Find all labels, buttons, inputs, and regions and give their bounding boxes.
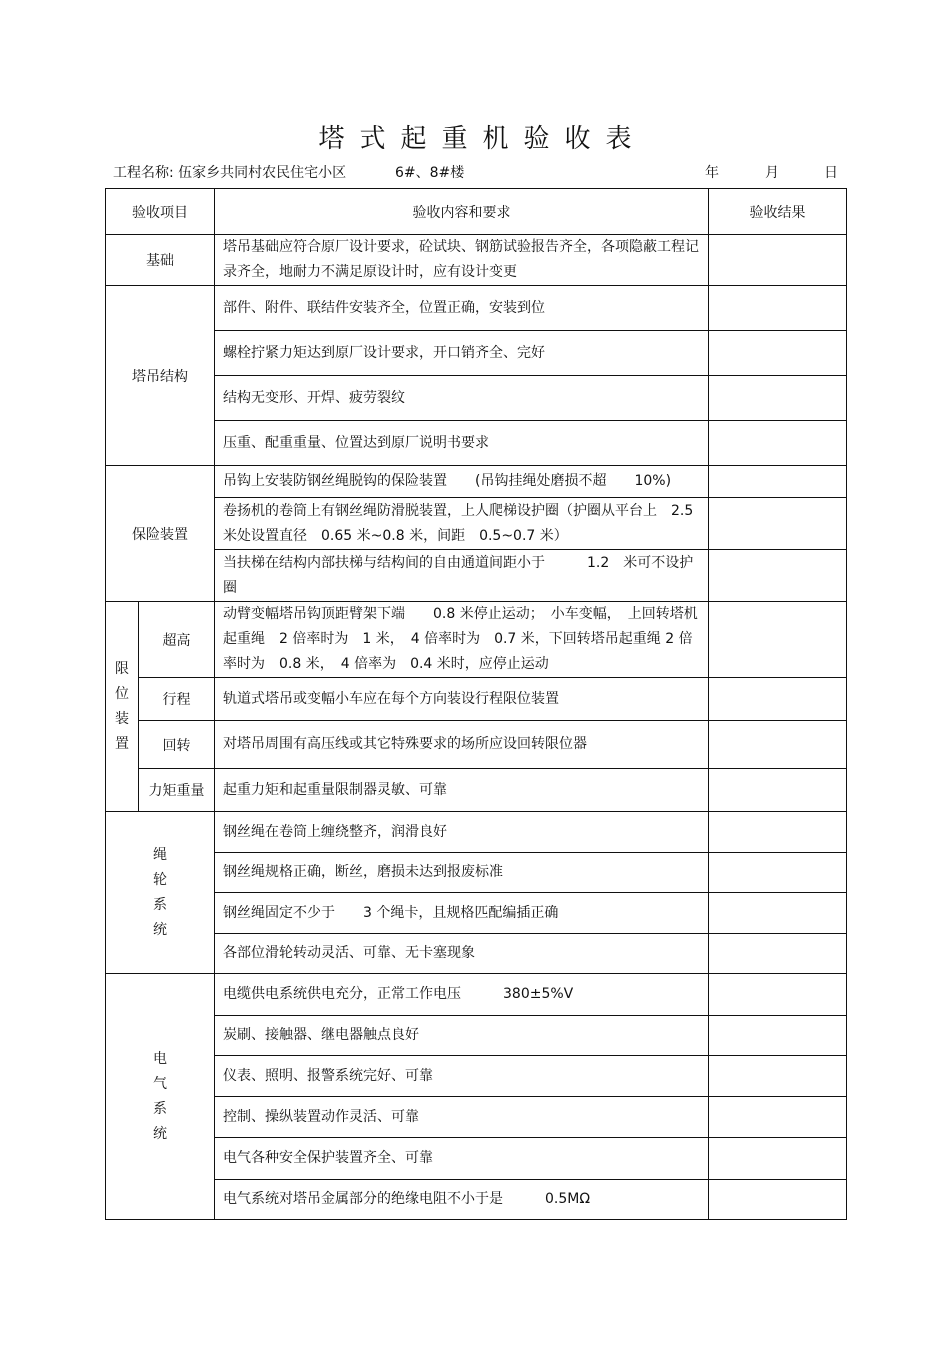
table-row	[106, 1138, 847, 1180]
result-cell[interactable]	[709, 421, 847, 466]
result-cell[interactable]	[709, 1180, 847, 1220]
result-cell[interactable]	[709, 331, 847, 376]
table-row	[106, 1097, 847, 1138]
sub-item-label: 超高	[139, 602, 215, 678]
table-row	[106, 812, 847, 853]
result-cell[interactable]	[709, 235, 847, 286]
header-row	[106, 189, 847, 235]
table-row	[106, 550, 847, 602]
requirement-text: 螺栓拧紧力矩达到原厂设计要求，开口销齐全、完好	[215, 331, 709, 376]
result-cell[interactable]	[709, 498, 847, 550]
header-content: 验收内容和要求	[215, 189, 709, 235]
result-cell[interactable]	[709, 721, 847, 769]
section-label-safety: 保险装置	[106, 466, 215, 602]
requirement-text: 控制、操纵装置动作灵活、可靠	[215, 1097, 709, 1138]
requirement-text: 炭刷、接触器、继电器触点良好	[215, 1016, 709, 1056]
table-row	[106, 721, 847, 769]
table-row	[106, 974, 847, 1016]
requirement-text: 部件、附件、联结件安装齐全，位置正确，安装到位	[215, 286, 709, 331]
table-row	[106, 934, 847, 974]
table-row	[106, 602, 847, 678]
sub-item-label: 行程	[139, 678, 215, 721]
vertical-label: 电气系统	[153, 1050, 167, 1142]
table-row	[106, 769, 847, 812]
result-cell[interactable]	[709, 550, 847, 602]
result-cell[interactable]	[709, 678, 847, 721]
sub-item-label: 回转	[139, 721, 215, 769]
acceptance-table	[105, 188, 847, 1220]
requirement-text: 结构无变形、开焊、疲劳裂纹	[215, 376, 709, 421]
result-cell[interactable]	[709, 602, 847, 678]
requirement-text: 压重、配重重量、位置达到原厂说明书要求	[215, 421, 709, 466]
requirement-text: 电气系统对塔吊金属部分的绝缘电阻不小于是 0.5MΩ	[215, 1180, 709, 1220]
result-cell[interactable]	[709, 853, 847, 893]
result-cell[interactable]	[709, 812, 847, 853]
section-label-electric	[106, 974, 215, 1220]
requirement-text: 钢丝绳在卷筒上缠绕整齐，润滑良好	[215, 812, 709, 853]
date-month: 月	[765, 165, 779, 181]
sub-item-label: 力矩重量	[139, 769, 215, 812]
requirement-text: 吊钩上安装防钢丝绳脱钩的保险装置 (吊钩挂绳处磨损不超 10%)	[215, 466, 709, 498]
section-label-structure: 塔吊结构	[106, 286, 215, 466]
result-cell[interactable]	[709, 1016, 847, 1056]
result-cell[interactable]	[709, 934, 847, 974]
table-row	[106, 1180, 847, 1220]
result-cell[interactable]	[709, 466, 847, 498]
requirement-text: 轨道式塔吊或变幅小车应在每个方向装设行程限位装置	[215, 678, 709, 721]
vertical-label: 绳轮系统	[153, 846, 167, 938]
vertical-label: 限位装置	[115, 660, 129, 752]
result-cell[interactable]	[709, 974, 847, 1016]
result-cell[interactable]	[709, 893, 847, 934]
table-row	[106, 1056, 847, 1097]
section-label-limit	[106, 602, 139, 812]
table-row	[106, 376, 847, 421]
requirement-text: 塔吊基础应符合原厂设计要求，砼试块、钢筋试验报告齐全，各项隐蔽工程记录齐全，地耐力不满足原设计时，应有设计变更	[215, 235, 709, 286]
result-cell[interactable]	[709, 1138, 847, 1180]
building-number: 6#、8#楼	[395, 165, 465, 181]
requirement-text: 对塔吊周围有高压线或其它特殊要求的场所应设回转限位器	[215, 721, 709, 769]
date-day: 日	[824, 165, 838, 181]
table-row	[106, 893, 847, 934]
header-item: 验收项目	[106, 189, 215, 235]
requirement-text: 卷扬机的卷筒上有钢丝绳防滑脱装置，上人爬梯设护圈（护圈从平台上 2.5 米处设置直径 0.65 米~0.8 米，间距 0.5~0.7 米）	[215, 498, 709, 550]
project-name-field	[113, 162, 346, 182]
table-row	[106, 235, 847, 286]
project-name: 伍家乡共同村农民住宅小区	[178, 165, 347, 181]
table-row	[106, 421, 847, 466]
section-label-rope	[106, 812, 215, 974]
result-cell[interactable]	[709, 1097, 847, 1138]
table-row	[106, 678, 847, 721]
requirement-text: 起重力矩和起重量限制器灵敏、可靠	[215, 769, 709, 812]
form-title: 塔式起重机验收表	[318, 124, 647, 154]
requirement-text: 钢丝绳固定不少于 3 个绳卡，且规格匹配编插正确	[215, 893, 709, 934]
date-year: 年	[705, 165, 719, 181]
result-cell[interactable]	[709, 286, 847, 331]
section-label-foundation: 基础	[106, 235, 215, 286]
table-row	[106, 853, 847, 893]
requirement-text: 动臂变幅塔吊钩顶距臂架下端 0.8 米停止运动； 小车变幅， 上回转塔机起重绳 2 倍率时为 1 米， 4 倍率时为 0.7 米，下回转塔吊起重绳 2 倍率时为 0.8 米， 4 倍率为 0.4 米时，应停止运动	[215, 602, 709, 678]
table-row	[106, 286, 847, 331]
result-cell[interactable]	[709, 1056, 847, 1097]
requirement-text: 电缆供电系统供电充分，正常工作电压 380±5%V	[215, 974, 709, 1016]
requirement-text: 仪表、照明、报警系统完好、可靠	[215, 1056, 709, 1097]
requirement-text: 电气各种安全保护装置齐全、可靠	[215, 1138, 709, 1180]
requirement-text: 当扶梯在结构内部扶梯与结构间的自由通道间距小于 1.2 米可不设护圈	[215, 550, 709, 602]
project-label: 工程名称:	[113, 165, 174, 181]
table-row	[106, 466, 847, 498]
header-result: 验收结果	[709, 189, 847, 235]
table-row	[106, 498, 847, 550]
requirement-text: 钢丝绳规格正确，断丝，磨损未达到报废标准	[215, 853, 709, 893]
requirement-text: 各部位滑轮转动灵活、可靠、无卡塞现象	[215, 934, 709, 974]
result-cell[interactable]	[709, 769, 847, 812]
result-cell[interactable]	[709, 376, 847, 421]
table-row	[106, 1016, 847, 1056]
project-info-line	[113, 162, 843, 182]
table-row	[106, 331, 847, 376]
